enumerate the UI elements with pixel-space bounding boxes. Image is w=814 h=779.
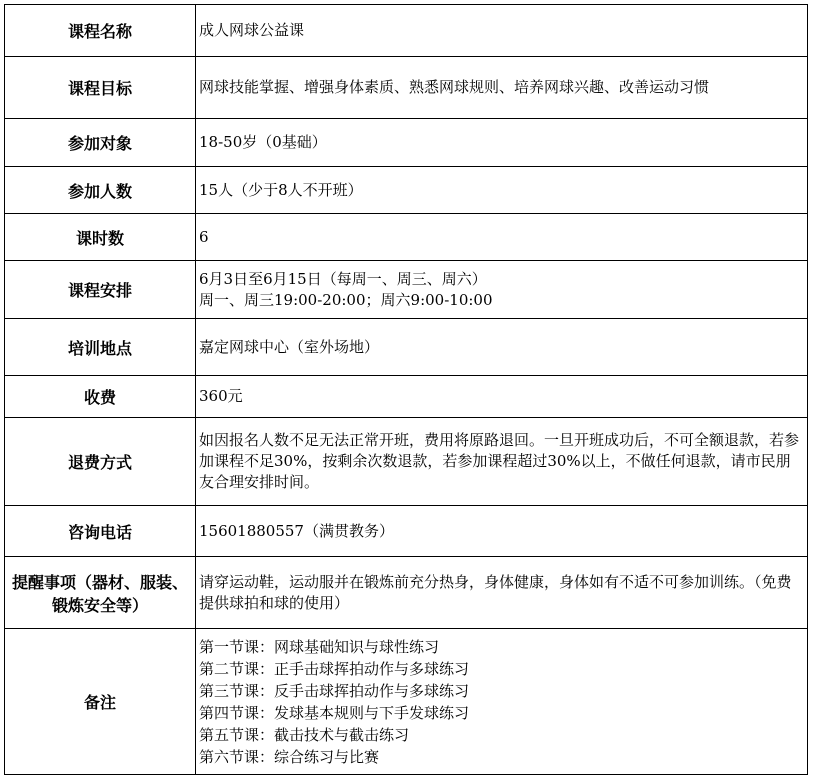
lesson-line: 第五节课：截击技术与截击练习 [199, 725, 410, 744]
lesson-line: 第一节课：网球基础知识与球性练习 [199, 637, 440, 656]
row-value-participants: 15人（少于8人不开班） [196, 167, 808, 214]
table-row [5, 557, 808, 629]
table-row [5, 629, 808, 775]
row-label-course-name: 课程名称 [5, 5, 196, 57]
lesson-line: 第四节课：发球基本规则与下手发球练习 [199, 703, 470, 722]
row-value-phone: 15601880557（满贯教务） [196, 506, 808, 557]
row-value-course-name: 成人网球公益课 [196, 5, 808, 57]
row-label-participants: 参加人数 [5, 167, 196, 214]
course-info-table [4, 4, 808, 775]
table-row [5, 5, 808, 57]
table-row [5, 418, 808, 506]
table-row [5, 376, 808, 418]
table-row [5, 506, 808, 557]
row-value-notes [196, 629, 808, 775]
table-row [5, 57, 808, 119]
lesson-line: 第三节课：反手击球挥拍动作与多球练习 [199, 681, 470, 700]
table-row [5, 214, 808, 261]
row-label-reminders: 提醒事项（器材、服装、锻炼安全等） [5, 557, 196, 629]
table-row [5, 261, 808, 319]
row-value-refund: 如因报名人数不足无法正常开班，费用将原路退回。一旦开班成功后，不可全额退款，若参加课程不足30%，按剩余次数退款，若参加课程超过30%以上，不做任何退款，请市民朋友合理安排时间。 [196, 418, 808, 506]
row-label-fee: 收费 [5, 376, 196, 418]
row-label-location: 培训地点 [5, 319, 196, 376]
row-label-lessons: 课时数 [5, 214, 196, 261]
row-value-reminders: 请穿运动鞋，运动服并在锻炼前充分热身，身体健康，身体如有不适不可参加训练。（免费提供球拍和球的使用） [196, 557, 808, 629]
row-value-location: 嘉定网球中心（室外场地） [196, 319, 808, 376]
row-label-refund: 退费方式 [5, 418, 196, 506]
table-row [5, 119, 808, 167]
row-value-schedule [196, 261, 808, 319]
row-value-course-goal: 网球技能掌握、增强身体素质、熟悉网球规则、培养网球兴趣、改善运动习惯 [196, 57, 808, 119]
row-value-lessons: 6 [196, 214, 808, 261]
row-label-schedule: 课程安排 [5, 261, 196, 319]
lesson-line: 第六节课：综合练习与比赛 [199, 747, 380, 766]
lesson-line: 第二节课：正手击球挥拍动作与多球练习 [199, 659, 470, 678]
row-value-fee: 360元 [196, 376, 808, 418]
schedule-line: 周一、周三19:00-20:00；周六9:00-10:00 [199, 290, 493, 309]
table-row [5, 167, 808, 214]
row-label-audience: 参加对象 [5, 119, 196, 167]
row-value-audience: 18-50岁（0基础） [196, 119, 808, 167]
row-label-phone: 咨询电话 [5, 506, 196, 557]
table-row [5, 319, 808, 376]
schedule-line: 6月3日至6月15日（每周一、周三、周六） [199, 269, 487, 288]
row-label-notes: 备注 [5, 629, 196, 775]
row-label-course-goal: 课程目标 [5, 57, 196, 119]
